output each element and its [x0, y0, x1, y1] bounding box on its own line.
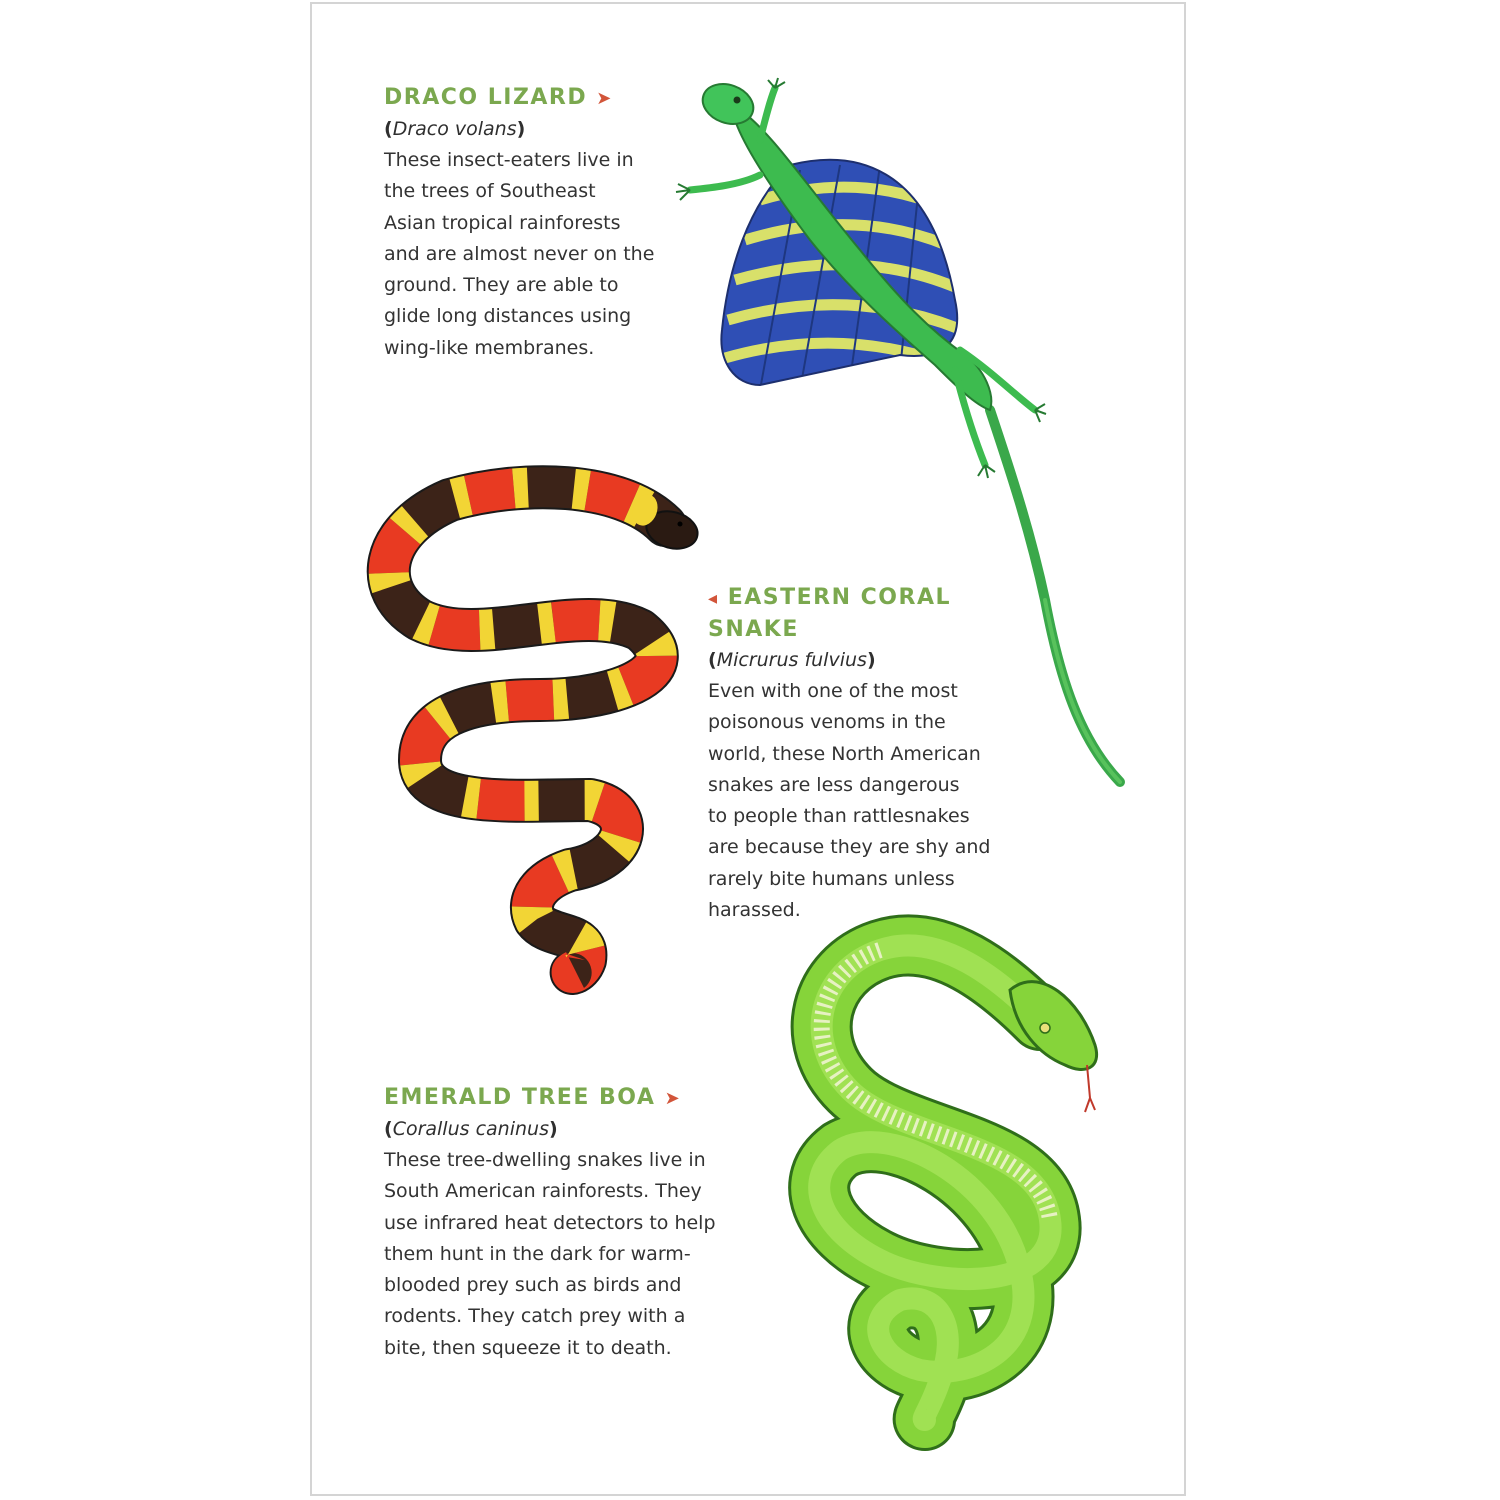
entry-title: ◂ EASTERN CORAL — [708, 585, 951, 610]
entry-description: These insect-eaters live in the trees of Southeast Asian tropical rainforests and are almost never on the ground. They are able to glide long distances using wing-like membranes. — [384, 149, 655, 359]
scientific-name: (Corallus caninus) — [384, 1118, 558, 1140]
entry-title: EMERALD TREE BOA ➤ — [384, 1085, 682, 1110]
entry-description: Even with one of the most poisonous venoms in the world, these North American snakes are less dangerous to people than rattlesnakes are because they are shy and rarely bite humans unless harassed. — [708, 680, 991, 922]
entry-title: DRACO LIZARD ➤ — [384, 85, 613, 110]
scientific-name: (Micrurus fulvius) — [708, 649, 876, 671]
arrow-right-icon: ➤ — [596, 88, 613, 109]
scientific-name: (Draco volans) — [384, 118, 526, 140]
entry-description: These tree-dwelling snakes live in South American rainforests. They use infrared heat detectors to help them hunt in the dark for warm- blooded prey such as birds and rodents. They catch prey with a bite, then squeeze it to death. — [384, 1149, 716, 1359]
arrow-left-icon: ◂ — [708, 588, 719, 609]
entry-title-continued: SNAKE — [708, 617, 799, 642]
arrow-right-icon: ➤ — [664, 1088, 682, 1109]
